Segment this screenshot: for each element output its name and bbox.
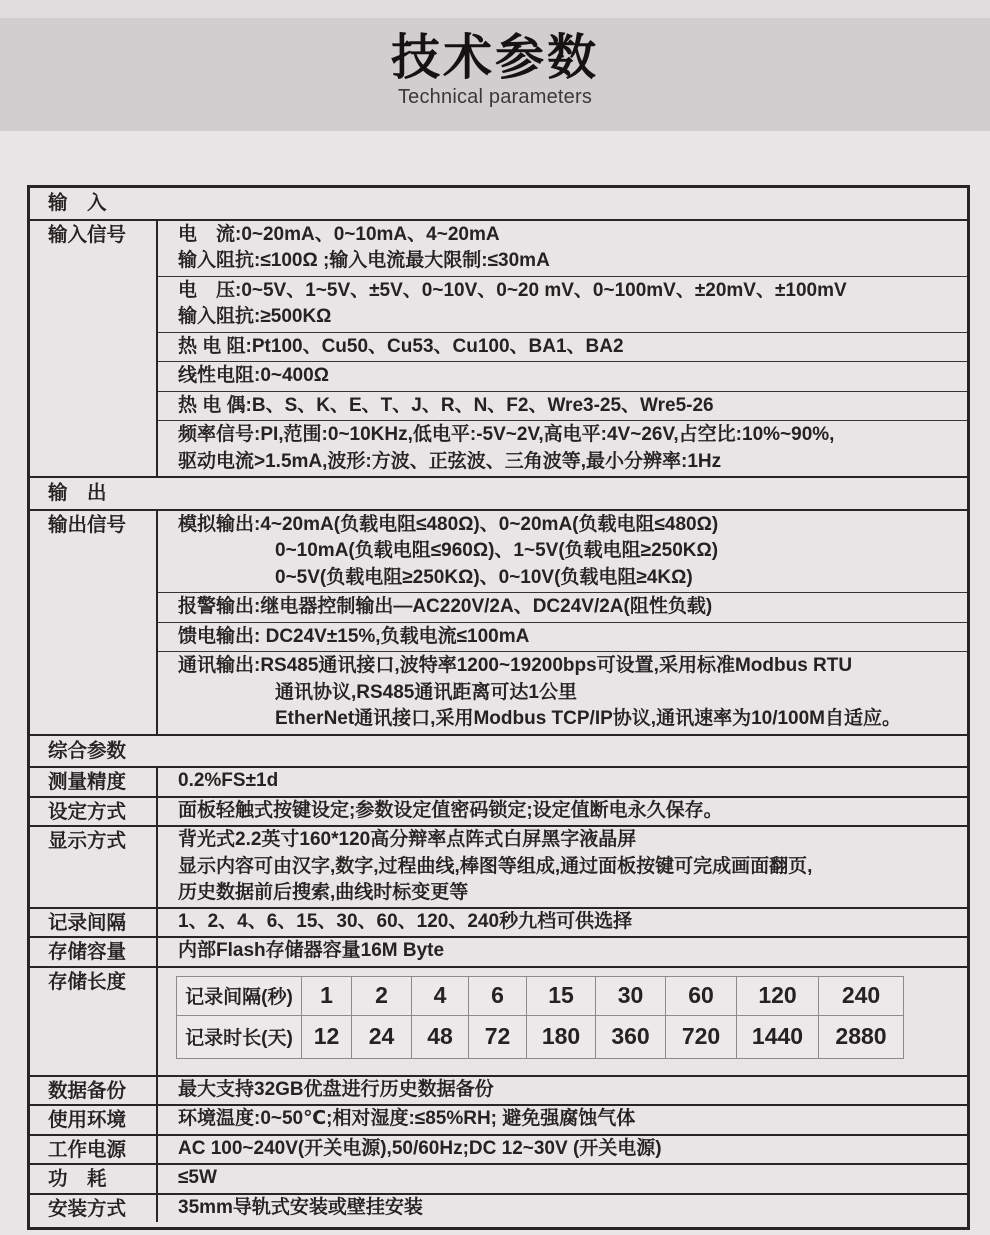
power-content	[158, 1136, 967, 1164]
row-power	[30, 1134, 967, 1164]
storage-duration-header: 记录时长(天)	[177, 1015, 302, 1058]
storage-length-label: 存储长度	[30, 968, 158, 1075]
display-content	[158, 827, 967, 907]
storage-duration-cell: 48	[412, 1015, 469, 1058]
backup-label: 数据备份	[30, 1077, 158, 1105]
storage-capacity-content	[158, 938, 967, 966]
section-header-input-label: 输 入	[48, 192, 107, 214]
row-environment	[30, 1104, 967, 1134]
storage-length-table-wrap	[158, 968, 967, 1075]
cell-current	[158, 221, 967, 276]
cell-thermocouple	[158, 391, 967, 421]
installation-label: 安装方式	[30, 1195, 158, 1223]
accuracy-label: 测量精度	[30, 768, 158, 796]
row-installation	[30, 1193, 967, 1228]
backup-content	[158, 1077, 967, 1105]
row-setting	[30, 796, 967, 826]
analog-line-3: 0~5V(负载电阻≥250KΩ)、0~10V(负载电阻≥4KΩ)	[275, 566, 693, 588]
cell-feed-output	[158, 622, 967, 652]
voltage-line-1: 电 压:0~5V、1~5V、±5V、0~10V、0~20 mV、0~100mV、±20mV、±100mV	[178, 279, 847, 301]
row-storage-capacity	[30, 936, 967, 966]
storage-duration-cell: 720	[666, 1015, 737, 1058]
row-display	[30, 825, 967, 907]
comm-line-1: 通讯输出:RS485通讯接口,波特率1200~19200bps可设置,采用标准Modbus RTU	[178, 655, 853, 676]
storage-interval-cell: 4	[412, 976, 469, 1015]
storage-interval-cell: 60	[666, 976, 737, 1015]
storage-duration-cell: 360	[596, 1015, 666, 1058]
section-header-general-label: 综合参数	[48, 739, 127, 762]
input-signal-content	[158, 221, 967, 477]
rtd-line: 热 电 阻:Pt100、Cu50、Cu53、Cu100、BA1、BA2	[178, 335, 624, 357]
power-label: 工作电源	[30, 1136, 158, 1164]
alarm-line: 报警输出:继电器控制输出—AC220V/2A、DC24V/2A(阻性负载)	[178, 596, 713, 617]
linear-resistance-line: 线性电阻:0~400Ω	[178, 365, 329, 386]
record-interval-value: 1、2、4、6、15、30、60、120、240秒九档可供选择	[178, 910, 633, 932]
storage-interval-row	[177, 976, 904, 1015]
section-header-output-label: 输 出	[48, 482, 107, 504]
storage-duration-cell: 24	[352, 1015, 412, 1058]
environment-value: 环境温度:0~50℃;相对湿度:≤85%RH; 避免强腐蚀气体	[178, 1108, 636, 1129]
row-consumption	[30, 1163, 967, 1193]
display-line-2: 显示内容可由汉字,数字,过程曲线,棒图等组成,通过面板按键可完成画面翻页,	[178, 855, 813, 877]
output-signal-content	[158, 511, 967, 734]
consumption-value: ≤5W	[178, 1167, 217, 1188]
accuracy-value: 0.2%FS±1d	[178, 770, 279, 791]
storage-interval-cell: 120	[737, 976, 819, 1015]
environment-label: 使用环境	[30, 1106, 158, 1134]
row-input-signal	[30, 219, 967, 477]
row-output-signal	[30, 509, 967, 734]
installation-value: 35mm导轨式安装或壁挂安装	[178, 1196, 423, 1218]
installation-content	[158, 1195, 967, 1223]
environment-content	[158, 1106, 967, 1134]
record-interval-label: 记录间隔	[30, 909, 158, 937]
analog-line-1: 模拟输出:4~20mA(负载电阻≤480Ω)、0~20mA(负载电阻≤480Ω)	[178, 513, 719, 535]
storage-duration-cell: 2880	[819, 1015, 904, 1058]
page-title: 技术参数	[390, 31, 599, 85]
storage-capacity-value: 内部Flash存储器容量16M Byte	[178, 940, 445, 961]
row-record-interval	[30, 907, 967, 937]
storage-duration-cell: 180	[527, 1015, 596, 1058]
consumption-label: 功 耗	[30, 1165, 158, 1193]
row-backup	[30, 1075, 967, 1105]
row-accuracy	[30, 766, 967, 796]
page-subtitle: Technical parameters	[397, 86, 593, 108]
comm-line-2: 通讯协议,RS485通讯距离可达1公里	[275, 681, 577, 703]
setting-content	[158, 798, 967, 826]
cell-alarm-output	[158, 592, 967, 622]
storage-interval-cell: 240	[819, 976, 904, 1015]
cell-linear-resistance	[158, 361, 967, 391]
setting-label: 设定方式	[30, 798, 158, 826]
title-band	[0, 18, 990, 131]
current-line-2: 输入阻抗:≤100Ω ;输入电流最大限制:≤30mA	[178, 250, 550, 271]
section-header-output	[30, 476, 967, 509]
row-storage-length	[30, 966, 967, 1075]
spec-table	[27, 185, 970, 1230]
output-signal-label: 输出信号	[30, 511, 158, 734]
current-line-1: 电 流:0~20mA、0~10mA、4~20mA	[178, 223, 500, 245]
cell-analog-output	[158, 511, 967, 593]
record-interval-content	[158, 909, 967, 937]
storage-interval-cell: 6	[469, 976, 527, 1015]
comm-line-3: EtherNet通讯接口,采用Modbus TCP/IP协议,通讯速率为10/100M自适应。	[275, 708, 902, 729]
feed-line: 馈电输出: DC24V±15%,负载电流≤100mA	[178, 625, 530, 647]
frequency-line-1: 频率信号:PI,范围:0~10KHz,低电平:-5V~2V,高电平:4V~26V,占空比:10%~90%,	[178, 424, 835, 445]
cell-voltage	[158, 276, 967, 332]
display-line-3: 历史数据前后搜索,曲线时标变更等	[178, 882, 469, 903]
section-header-input	[30, 188, 967, 219]
voltage-line-2: 输入阻抗:≥500KΩ	[178, 306, 332, 327]
analog-line-2: 0~10mA(负载电阻≤960Ω)、1~5V(负载电阻≥250KΩ)	[275, 540, 719, 561]
storage-duration-row	[177, 1015, 904, 1058]
storage-duration-cell: 12	[302, 1015, 352, 1058]
accuracy-content	[158, 768, 967, 796]
storage-length-table	[176, 976, 904, 1059]
section-header-general	[30, 734, 967, 767]
power-value: AC 100~240V(开关电源),50/60Hz;DC 12~30V (开关电源)	[178, 1137, 662, 1159]
storage-interval-cell: 15	[527, 976, 596, 1015]
storage-interval-cell: 30	[596, 976, 666, 1015]
storage-length-content	[158, 968, 967, 1075]
setting-value: 面板轻触式按键设定;参数设定值密码锁定;设定值断电永久保存。	[178, 799, 723, 821]
display-line-1: 背光式2.2英寸160*120高分辩率点阵式白屏黑字液晶屏	[178, 829, 637, 850]
cell-comm-output	[158, 651, 967, 734]
display-label: 显示方式	[30, 827, 158, 907]
storage-interval-cell: 1	[302, 976, 352, 1015]
storage-interval-header: 记录间隔(秒)	[177, 976, 302, 1015]
storage-interval-cell: 2	[352, 976, 412, 1015]
cell-frequency	[158, 420, 967, 476]
consumption-content	[158, 1165, 967, 1193]
input-signal-label: 输入信号	[30, 221, 158, 477]
storage-capacity-label: 存储容量	[30, 938, 158, 966]
top-strip	[0, 0, 990, 18]
storage-duration-cell: 1440	[737, 1015, 819, 1058]
storage-duration-cell: 72	[469, 1015, 527, 1058]
frequency-line-2: 驱动电流>1.5mA,波形:方波、正弦波、三角波等,最小分辨率:1Hz	[178, 450, 722, 472]
backup-value: 最大支持32GB优盘进行历史数据备份	[178, 1078, 494, 1100]
thermocouple-line: 热 电 偶:B、S、K、E、T、J、R、N、F2、Wre3-25、Wre5-26	[178, 394, 714, 416]
cell-rtd	[158, 332, 967, 362]
